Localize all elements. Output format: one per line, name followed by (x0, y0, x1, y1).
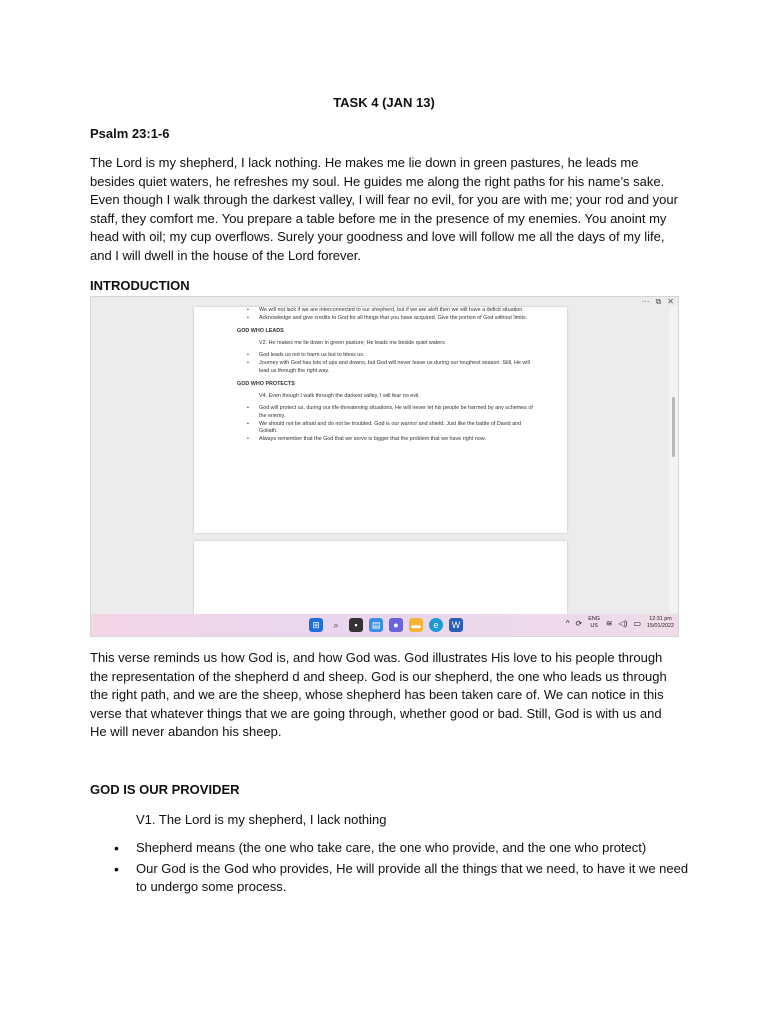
provider-verse: V1. The Lord is my shepherd, I lack nothing (136, 812, 387, 827)
leads-heading: GOD WHO LEADS (237, 328, 284, 335)
wifi-icon[interactable]: ≋ (605, 618, 613, 628)
volume-icon[interactable]: ◁) (618, 618, 628, 628)
taskbar (91, 614, 678, 636)
list-item: • Shepherd means (the one who take care, the one who provide, and the one who protect) (90, 839, 690, 857)
edge-browser-icon[interactable]: e (429, 618, 443, 632)
embedded-screenshot (90, 296, 679, 637)
leads-verse: V2. He makes me lie down in green pasture; He leads me beside quiet waters (259, 339, 445, 346)
list-item: • We will not lack if we are interconnected to our shepherd, but if we are aloft then we will have a deficit situation. (237, 307, 537, 315)
windows-start-icon[interactable]: ⊞ (309, 618, 323, 632)
list-item: • Our God is the God who provides, He will provide all the things that we need, to have it we need to undergo some process. (90, 860, 690, 896)
chevron-up-icon[interactable]: ^ (565, 618, 570, 628)
provider-heading: GOD IS OUR PROVIDER (90, 782, 240, 797)
embedded-doc-content (237, 307, 537, 443)
close-icon[interactable]: ✕ (667, 297, 674, 306)
introduction-heading: INTRODUCTION (90, 278, 190, 293)
protects-heading: GOD WHO PROTECTS (237, 381, 295, 388)
page-title: TASK 4 (JAN 13) (333, 95, 435, 110)
system-tray (566, 616, 674, 630)
taskbar-apps (309, 618, 463, 632)
provider-bullets (90, 839, 690, 899)
word-app-icon[interactable]: W (449, 618, 463, 632)
list-item: • Always remember that the God that we serve is bigger that the problem that we have right now. (237, 436, 537, 444)
more-icon[interactable]: ··· (641, 297, 650, 306)
restore-icon[interactable]: ⧉ (655, 297, 662, 306)
protects-verse: V4. Even though I walk through the darkest valley, I will fear no evil. (259, 392, 420, 399)
list-item: • God will protect us, during our life-threatening situations, He will never let his people be harmed by any schemes of the enemy. (237, 405, 537, 420)
window-controls (642, 297, 674, 307)
introduction-text: This verse reminds us how God is, and how God was. God illustrates His love to his people through the representation of the shepherd d and sheep. God is our shepherd, the one who leads us through the right path, and we are the sheep, whose shepherd has been taken care of. We can notice in this verse that whatever things that we are going through, whether good or bad. Still, God is with us and He will never abandon his sheep. (90, 650, 667, 740)
list-item: • We should not be afraid and do not be troubled. God is our warrior and shield. Just like the battle of David and Goliath. (237, 421, 537, 436)
list-item: • Acknowledge and give credits to God for all things that you have acquired. Give the portion of God without limits. (237, 315, 537, 323)
list-item: • Journey with God has lots of ups and downs, but God will never leave us during our toughest season. Still, He will lead us through the right way. (237, 360, 537, 375)
widgets-icon[interactable]: ▤ (369, 618, 383, 632)
list-item: • God leads us not to harm us but to bless us. (237, 352, 537, 360)
sync-icon[interactable]: ⟳ (575, 618, 583, 628)
psalm-reference: Psalm 23:1-6 (90, 126, 170, 141)
search-icon[interactable]: ⌕ (333, 619, 339, 630)
scrollbar-thumb[interactable] (672, 397, 675, 457)
language-indicator[interactable]: ENG US (588, 616, 600, 629)
task-view-icon[interactable]: ▪ (349, 618, 363, 632)
file-explorer-icon[interactable]: ▬ (409, 618, 423, 632)
battery-icon[interactable]: ▭ (633, 618, 642, 628)
embedded-doc-page (194, 307, 567, 533)
vertical-scrollbar[interactable] (670, 307, 678, 613)
embedded-doc-next-page (194, 541, 567, 617)
clock[interactable]: 12:31 pm 15/01/2022 (647, 616, 674, 629)
psalm-text: The Lord is my shepherd, I lack nothing. He makes me lie down in green pastures, he leads me besides quiet waters, he refreshes my soul. He guides me along the right paths for his name’s sake. Even though I walk through the darkest valley, I will fear no evil, for you are with me; your rod and your staff, they comfort me. You prepare a table before me in the presence of my enemies. You anoint my head with oil; my cup overflows. Surely your goodness and love will follow me all the days of my life, and I will dwell in the house of the Lord forever. (90, 155, 678, 263)
chat-icon[interactable]: ● (389, 618, 403, 632)
